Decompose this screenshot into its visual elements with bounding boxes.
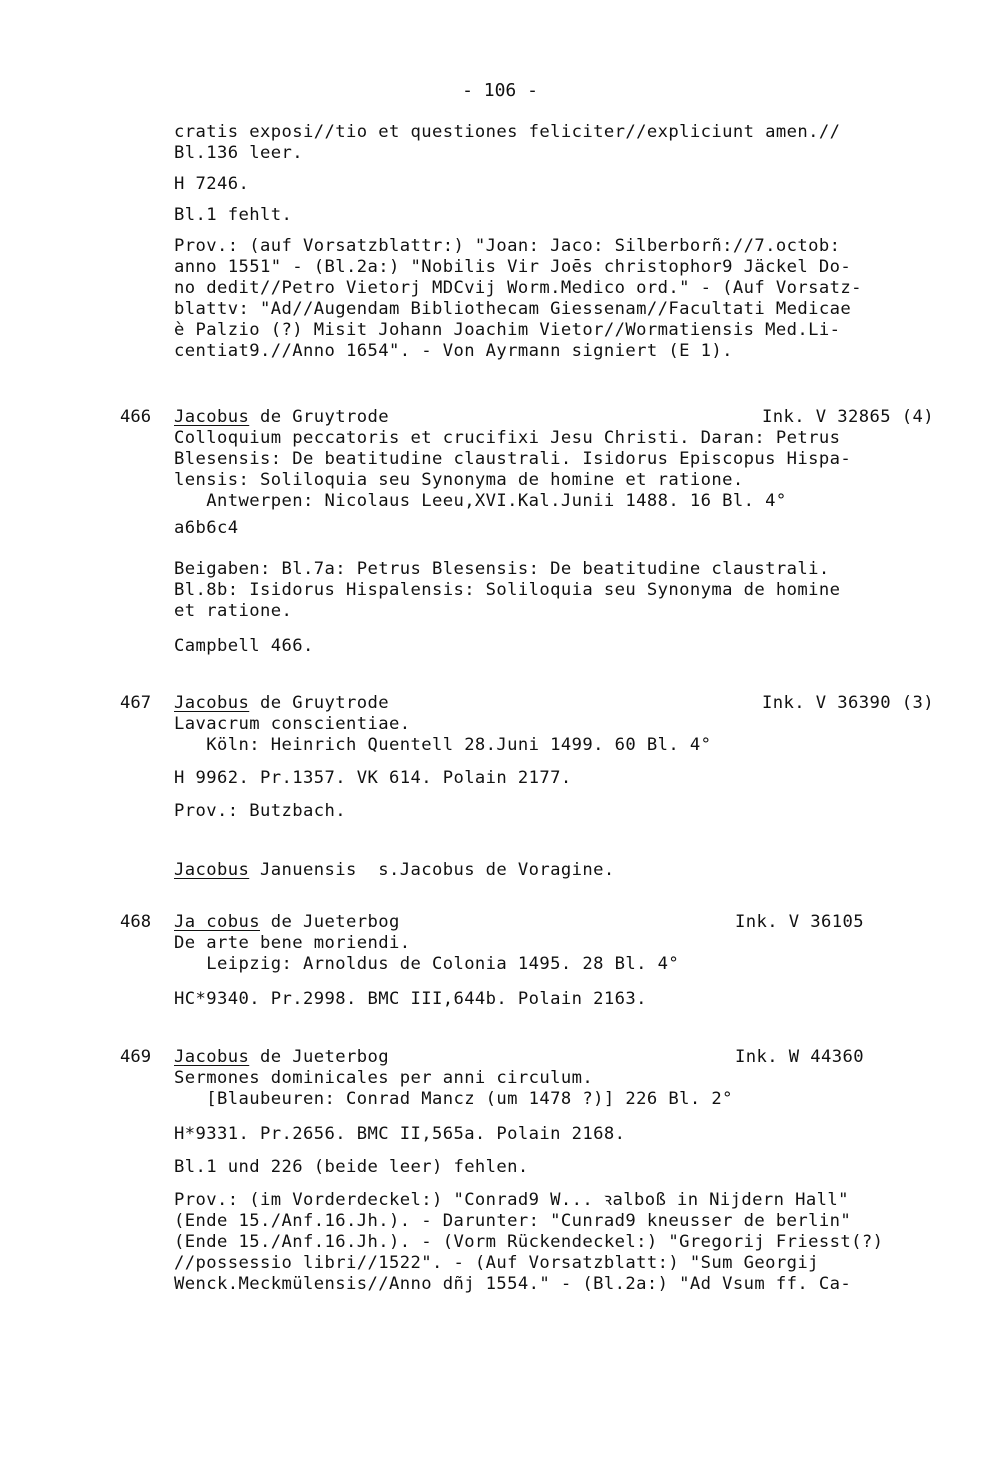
- catalog-entry: [174, 912, 934, 1010]
- text-line: H 9962. Pr.1357. VK 614. Polain 2177.: [174, 768, 572, 788]
- collation-line: a6b6c4: [174, 518, 239, 538]
- entry-author-rest: de Jueterbog: [249, 1047, 389, 1067]
- entry-author: Jacobus: [174, 407, 250, 427]
- text-line: cratis exposi//tio et questiones feliciter//expliciunt amen.//: [174, 122, 841, 142]
- text-line: Köln: Heinrich Quentell 28.Juni 1499. 60 Bl. 4°: [174, 735, 712, 755]
- text-line: Colloquium peccatoris et crucifixi Jesu Christi. Daran: Petrus: [174, 428, 841, 448]
- text-line: Leipzig: Arnoldus de Colonia 1495. 28 Bl. 4°: [174, 954, 680, 974]
- entry-author-rest: Januensis s.Jacobus de Voragine.: [249, 860, 615, 880]
- text-line: HC*9340. Pr.2998. BMC III,644b. Polain 2163.: [174, 989, 647, 1009]
- text-line: Wenck.Meckmülensis//Anno dñj 1554." - (Bl.2a:) "Ad Vsum ff. Ca-: [174, 1274, 852, 1294]
- entry-number: 467: [120, 693, 152, 713]
- catalog-entry: [174, 407, 934, 657]
- entry-author-rest: de Gruytrode: [249, 407, 389, 427]
- entry-heading: [174, 912, 934, 933]
- entry-author: Jacobus: [174, 1047, 250, 1067]
- entry-author: Ja cobus: [174, 912, 260, 932]
- text-line: anno 1551" - (Bl.2a:) "Nobilis Vir Joēs christophor9 Jäckel Do-: [174, 257, 852, 277]
- cross-reference: [174, 860, 934, 881]
- text-line: [Blaubeuren: Conrad Mancz (um 1478 ?)] 226 Bl. 2°: [174, 1089, 733, 1109]
- entry-author: Jacobus: [174, 693, 250, 713]
- call-number: Ink. V 36105: [735, 912, 864, 932]
- text-line: Prov.: (auf Vorsatzblattr:) "Joan: Jaco: Silberborñ://7.octob:: [174, 236, 841, 256]
- text-line: Prov.: Butzbach.: [174, 801, 346, 821]
- text-line: centiat9.//Anno 1654". - Von Ayrmann signiert (E 1).: [174, 341, 733, 361]
- text-line: Prov.: (im Vorderdeckel:) "Conrad9 W... ꝛalboß in Nijdern Hall": [174, 1190, 849, 1210]
- text-line: //possessio libri//1522". - (Auf Vorsatzblatt:) "Sum Georgij: [174, 1253, 819, 1273]
- entry-heading: [174, 1047, 934, 1068]
- text-line: è Palzio (?) Misit Johann Joachim Vietor//Wormatiensis Med.Li-: [174, 320, 841, 340]
- text-line: Bl.136 leer.: [174, 143, 303, 163]
- text-line: (Ende 15./Anf.16.Jh.). - (Vorm Rückendeckel:) "Gregorij Friesst(?): [174, 1232, 884, 1252]
- entry-heading: [174, 860, 934, 881]
- text-line: De arte bene moriendi.: [174, 933, 411, 953]
- text-line: Campbell 466.: [174, 636, 314, 656]
- text-line: (Ende 15./Anf.16.Jh.). - Darunter: "Cunrad9 kneusser de berlin": [174, 1211, 852, 1231]
- call-number: Ink. V 36390 (3): [762, 693, 934, 713]
- text-line: Bl.1 fehlt.: [174, 205, 293, 225]
- text-line: Bl.1 und 226 (beide leer) fehlen.: [174, 1157, 529, 1177]
- page-number: - 106 -: [462, 80, 538, 101]
- call-number: Ink. W 44360: [735, 1047, 864, 1067]
- entry-author-rest: de Jueterbog: [259, 912, 400, 932]
- text-line: Beigaben: Bl.7a: Petrus Blesensis: De beatitudine claustrali.: [174, 559, 830, 579]
- text-line: Blesensis: De beatitudine claustrali. Isidorus Episcopus Hispa-: [174, 449, 852, 469]
- catalog-entry: [174, 1047, 934, 1295]
- entry-heading: [174, 693, 934, 714]
- call-number: Ink. V 32865 (4): [762, 407, 934, 427]
- text-line: blattv: "Ad//Augendam Bibliothecam Giessenam//Facultati Medicae: [174, 299, 852, 319]
- text-line: lensis: Soliloquia seu Synonyma de homine et ratione.: [174, 470, 744, 490]
- text-line: Bl.8b: Isidorus Hispalensis: Soliloquia seu Synonyma de homine: [174, 580, 841, 600]
- entry-author-rest: de Gruytrode: [249, 693, 389, 713]
- text-line: H 7246.: [174, 174, 250, 194]
- text-line: et ratione.: [174, 601, 293, 621]
- entry-heading: [174, 407, 934, 428]
- intro-block: [174, 122, 934, 362]
- text-line: Sermones dominicales per anni circulum.: [174, 1068, 594, 1088]
- entry-number: 468: [120, 912, 152, 932]
- text-line: H*9331. Pr.2656. BMC II,565a. Polain 2168.: [174, 1124, 626, 1144]
- catalog-entry: [174, 693, 934, 822]
- entry-number: 466: [120, 407, 152, 427]
- text-line: no dedit//Petro Vietorj MDCvij Worm.Medico ord." - (Auf Vorsatz-: [174, 278, 862, 298]
- entry-number: 469: [120, 1047, 152, 1067]
- text-line: Antwerpen: Nicolaus Leeu,XVI.Kal.Junii 1488. 16 Bl. 4°: [174, 491, 787, 511]
- text-line: Lavacrum conscientiae.: [174, 714, 411, 734]
- entry-author: Jacobus: [174, 860, 250, 880]
